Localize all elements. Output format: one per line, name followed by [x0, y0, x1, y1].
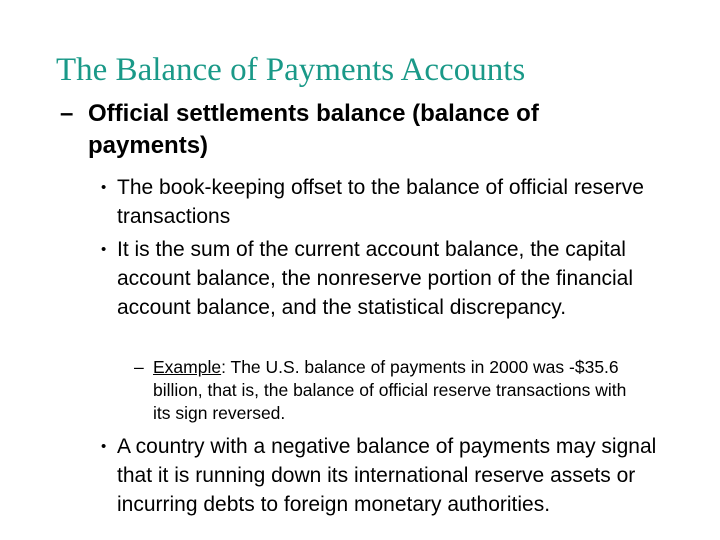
bullet-text: It is the sum of the current account balance, the capital account balance, the nonreserve portion of the financial account balance, and the statistical discrepancy.: [117, 238, 634, 319]
slide-title: The Balance of Payments Accounts: [56, 52, 526, 88]
bullet-item: [101, 235, 691, 322]
example-label: Example: [153, 357, 222, 377]
dash-marker: –: [134, 357, 144, 377]
example-item: [134, 356, 674, 425]
bullet-item: [101, 432, 691, 519]
section-heading: [60, 98, 660, 162]
bullet-text: The book-keeping offset to the balance of official reserve transactions: [117, 176, 644, 228]
bullet-marker: •: [101, 179, 107, 196]
bullet-marker: •: [101, 438, 107, 455]
bullet-text: A country with a negative balance of payments may signal that it is running down its international reserve assets or incurring debts to foreign monetary authorities.: [117, 435, 657, 516]
bullet-item: [101, 173, 691, 231]
dash-marker: –: [60, 100, 74, 127]
bullet-marker: •: [101, 241, 107, 258]
example-text: [153, 356, 643, 425]
section-heading-text: Official settlements balance (balance of payments): [88, 100, 539, 159]
example-body: : The U.S. balance of payments in 2000 was -$35.6 billion, that is, the balance of official reserve transactions with its sign reversed.: [153, 357, 627, 423]
